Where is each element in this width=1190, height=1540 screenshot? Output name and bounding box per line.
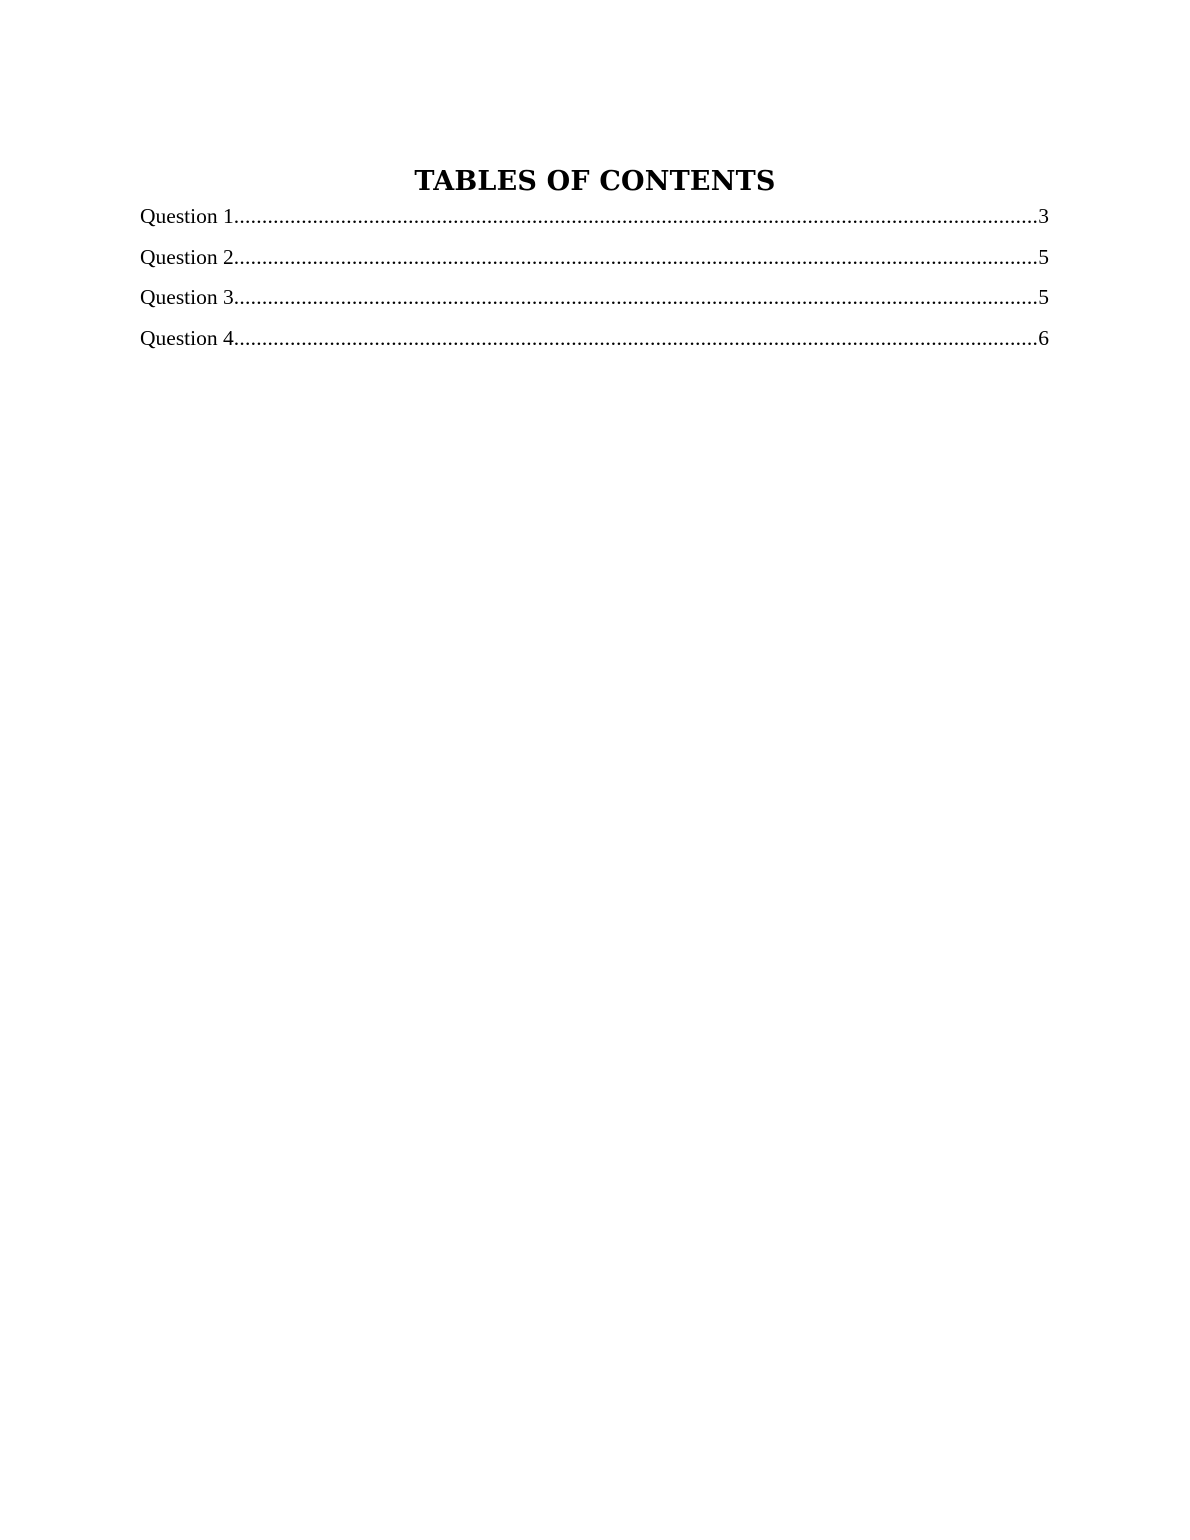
toc-dot-leader <box>234 323 1038 354</box>
toc-dot-leader <box>234 242 1038 273</box>
toc-entry-page-number: 5 <box>1038 244 1049 269</box>
toc-entry-page-number: 3 <box>1038 204 1049 228</box>
toc-entry-question-3[interactable] <box>140 282 1049 323</box>
toc-entry-page-number: 6 <box>1038 326 1049 351</box>
toc-entry-question-1[interactable] <box>140 201 1049 242</box>
toc-entry-label: Question 1 <box>140 204 234 228</box>
toc-dot-leader <box>234 282 1038 313</box>
toc-dot-leader <box>234 201 1038 232</box>
toc-entry-question-2[interactable] <box>140 242 1049 283</box>
toc-entry-label: Question 3 <box>140 285 234 310</box>
toc-heading: TABLES OF CONTENTS <box>414 166 776 197</box>
toc-entry-label: Question 4 <box>140 326 234 351</box>
toc-entry-question-4[interactable] <box>140 323 1049 364</box>
toc-entry-label: Question 2 <box>140 244 234 269</box>
toc-entry-page-number: 5 <box>1038 285 1049 310</box>
toc-list <box>140 201 1049 364</box>
